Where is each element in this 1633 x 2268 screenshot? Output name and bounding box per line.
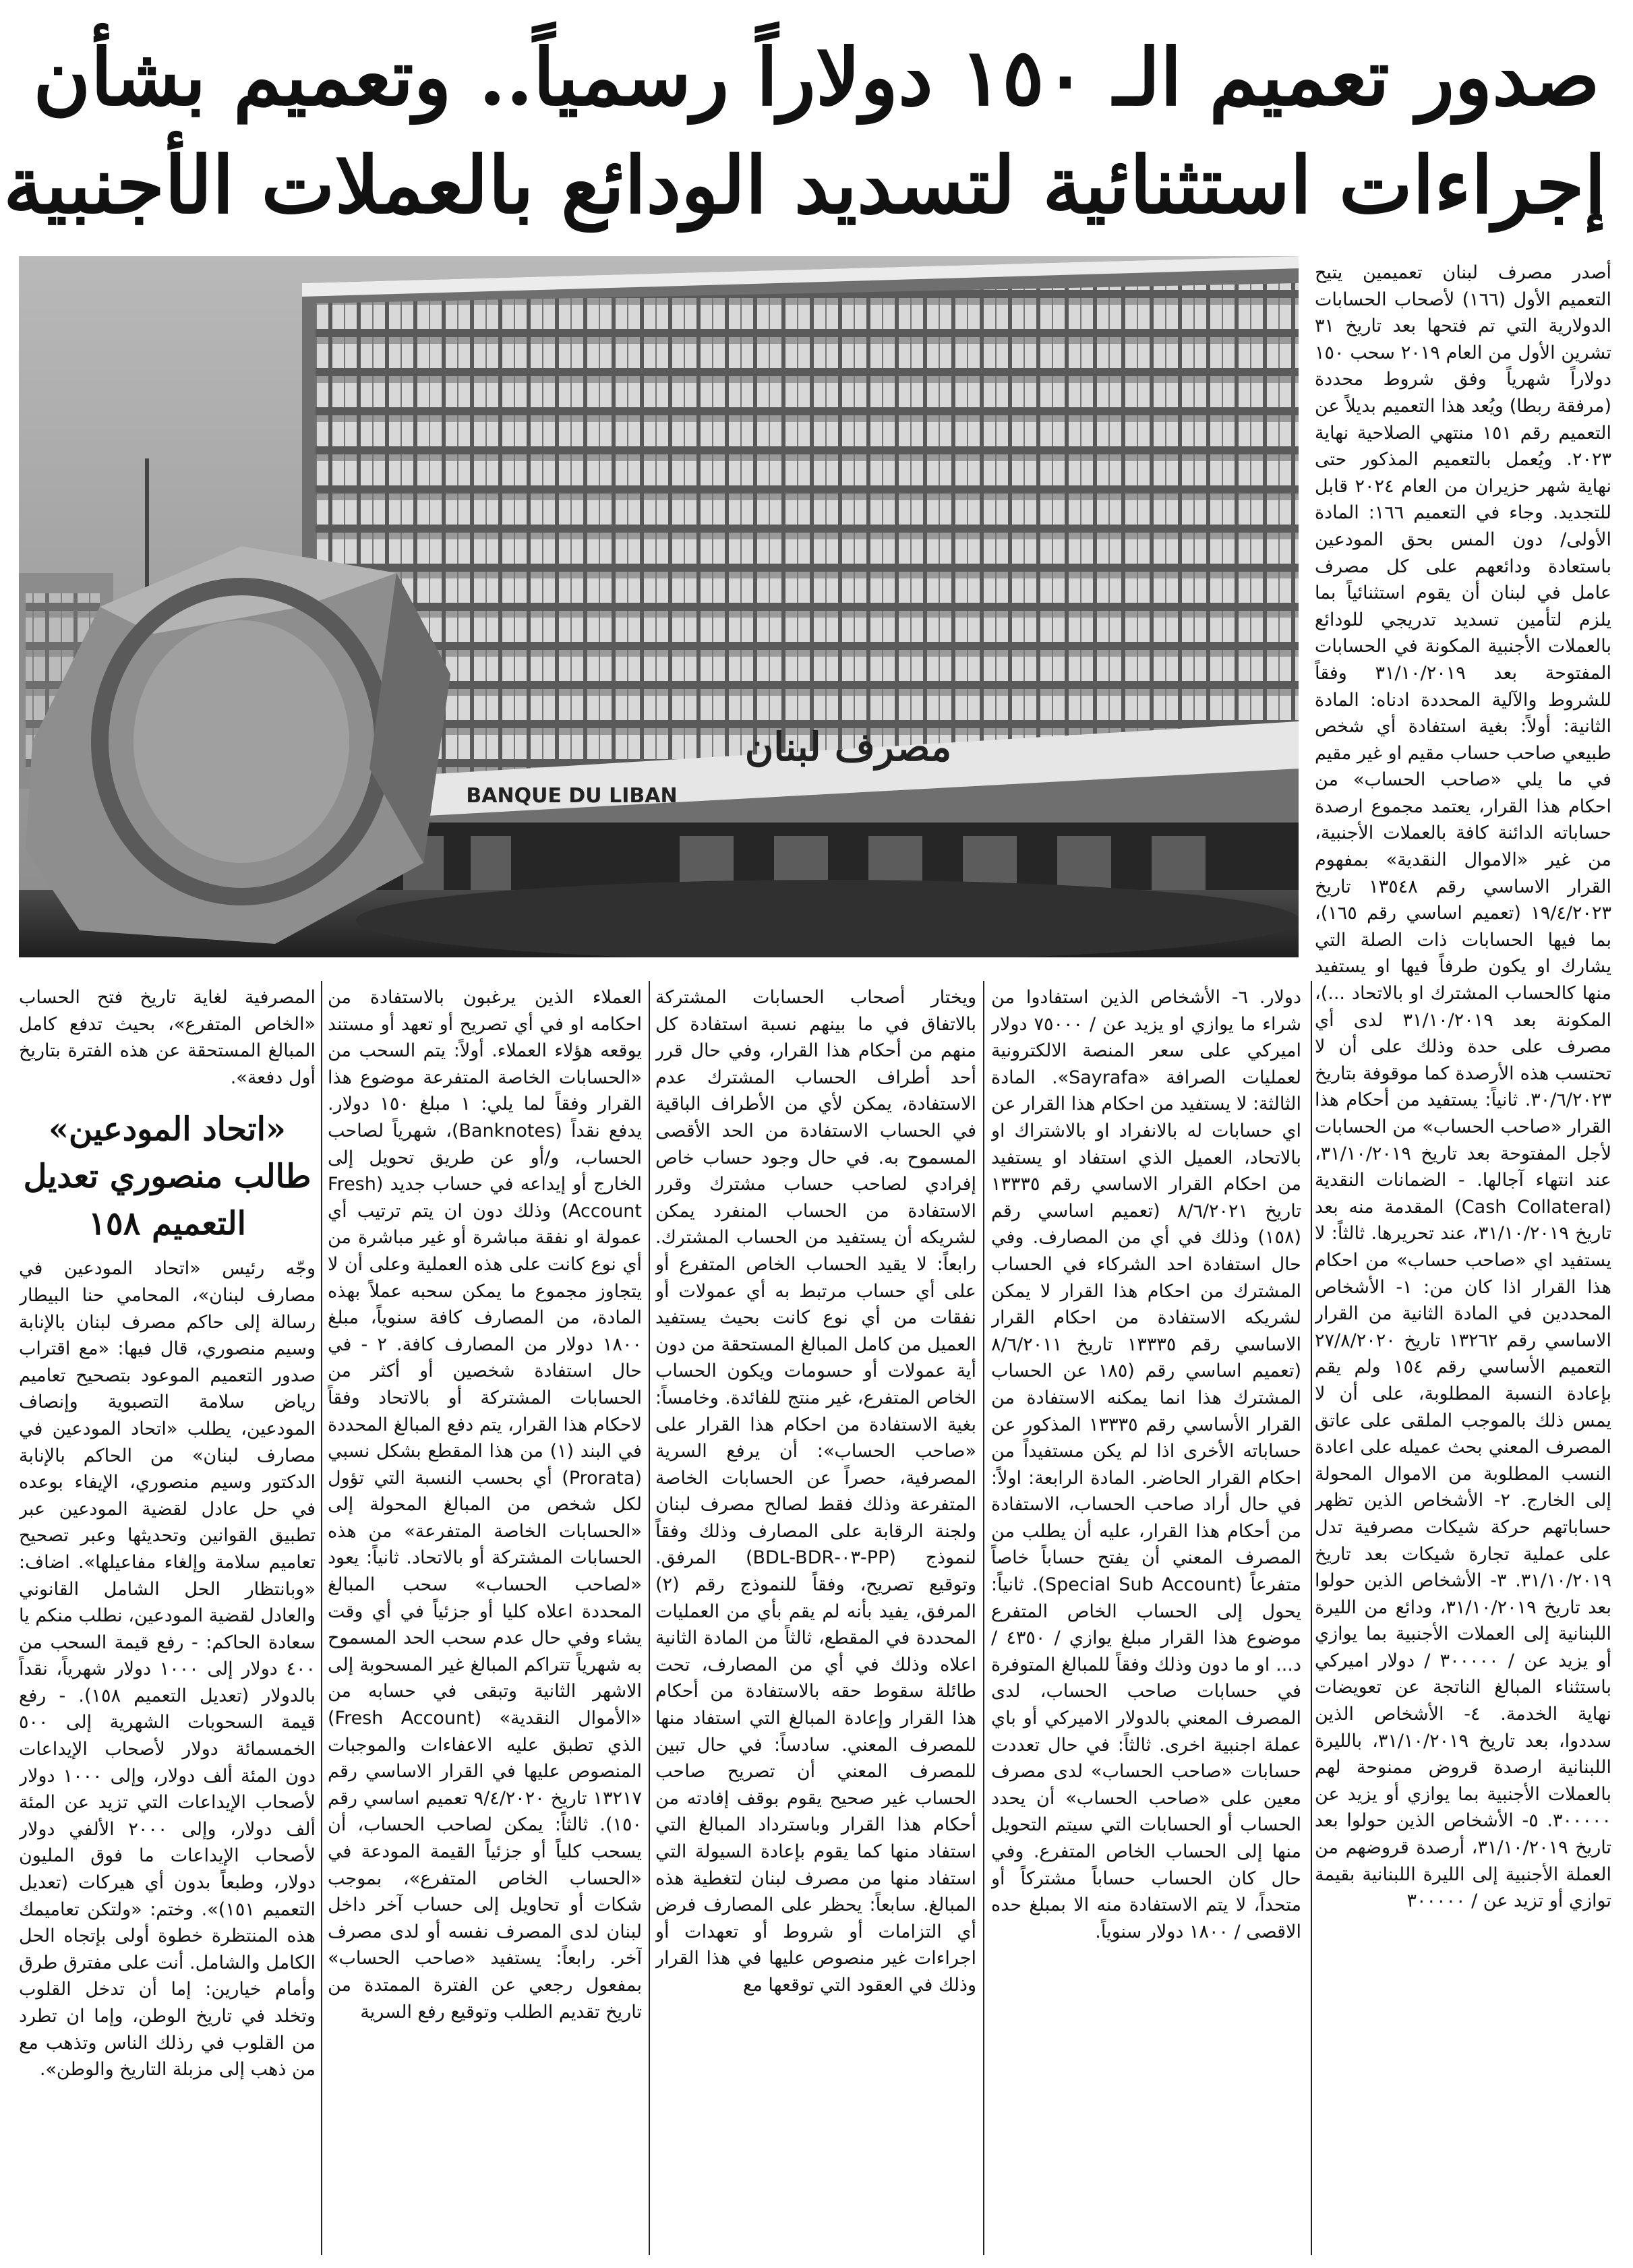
building-illustration — [19, 256, 1299, 957]
column-rule — [321, 981, 322, 2255]
article-column-1 — [1315, 260, 1611, 2255]
column-rule — [1311, 981, 1312, 2255]
headline-line-2: إجراءات استثنائية لتسديد الودائع بالعملات الأجنبية — [3, 140, 1606, 231]
column-4-text: العملاء الذين يرغبون بالاستفادة من احكامه او في أي تصريح أو تعهد أو مستند يوقعه هؤلاء العملاء. أولاً: يتم السحب من «الحسابات الخاصة المتفرعة موضوع هذا القرار وفقاً لما يلي: ١ مبلغ ١٥٠ دولار. يدفع نقداً (Banknotes)، شهرياً لصاحب الحساب، و/أو عن طريق تحويل إلى الخارج أو إيداعه في حساب جديد (Fresh Account) وذلك دون ان يتم ترتيب أي عمولة او نفقة مباشرة أو غير مباشرة من أي نوع كانت على هذه العملية وعلى أن لا يتجاوز مجموع ما يمكن سحبه عملاً بهذه المادة، من المصارف كافة سنوياً، مبلغ ١٨٠٠ دولار من المصارف كافة. ٢ - في حال استفادة شخصين أو أكثر من الحسابات المشتركة أو بالاتحاد وفقاً لاحكام هذا القرار، يتم دفع المبالغ المحددة في البند (١) من هذا المقطع بشكل نسبي (Prorata) أي بحسب النسبة التي تؤول لكل شخص من المبالغ المحولة إلى «الحسابات الخاصة المتفرعة» من هذه الحسابات المشتركة أو بالاتحاد. ثانياً: يعود «لصاحب الحساب» سحب المبالغ المحددة اعلاه كليا أو جزئياً في أي وقت يشاء وفي حال عدم سحب الحد المسموح به شهرياً تتراكم المبالغ غير المسحوبة إلى الاشهر الثانية وتبقى في حسابه من «الأموال النقدية» (Fresh Account) الذي تطبق عليه الاعفاءات والموجبات المنصوص عليها في القرار الاساسي رقم ١٣٢١٧ تاريخ ٩/٤/٢٠٢٠ تعميم اساسي رقم ١٥٠). ثالثاً: يمكن لصاحب الحساب، أن يسحب كلياً أو جزئياً القيمة المودعة في «الحساب الخاص المتفرع»، بموجب شكات أو تحاويل إلى حساب آخر داخل لبنان لدى المصرف نفسه أو لدى مصرف آخر. رابعاً: يستفيد «صاحب الحساب» بمفعول رجعي عن الفترة الممتدة من تاريخ تقديم الطلب وتوقيع رفع السرية — [328, 987, 642, 2023]
article-column-5 — [19, 984, 316, 2255]
column-3-text: ويختار أصحاب الحسابات المشتركة بالاتفاق في ما بينهم نسبة استفادة كل منهم من أحكام هذا القرار، وفي حال قرر أحد أطراف الحساب المشترك عدم الاستفادة، يمكن لأي من الأطراف الباقية في الحساب الاستفادة من الحد الأقصى المسموح به. في حال وجود حساب خاص إفرادي لصاحب حساب مشترك وقرر الاستفادة من الحساب المنفرد يمكن لشريكه أن يستفيد من الحساب المشترك. رابعاً: لا يقيد الحساب الخاص المتفرع أو على أي حساب مرتبط به أي عمولات أو نفقات من أي نوع كانت بحيث يستفيد العميل من كامل المبالغ المستحقة من دون أية عمولات أو حسومات ويكون الحساب الخاص المتفرع، غير منتج للفائدة. وخامساً: بغية الاستفادة من احكام هذا القرار على «صاحب الحساب»: أن يرفع السرية المصرفية، حصراً عن الحسابات الخاصة المتفرعة وذلك فقط لصالح مصرف لبنان ولجنة الرقابة على المصارف وذلك وفقاً لنموذج (PP-٠٣-BDL-BDR) المرفق. وتوقيع تصريح، وفقاً للنموذج رقم (٢) المرفق، يفيد بأنه لم يقم بأي من العمليات المحددة في المقطع، ثالثاً من المادة الثانية اعلاه وذلك في أي من المصارف، تحت طائلة سقوط حقه بالاستفادة من أحكام هذا القرار وإعادة المبالغ التي استفاد منها للمصرف المعني. سادساً: في حال تبين للمصرف المعني أن تصريح صاحب الحساب غير صحيح يقوم بوقف إفادته من أحكام هذا القرار وباسترداد المبالغ التي استفاد منها كما يقوم بإعادة السيولة التي استفاد منها من مصرف لبنان لتغطية هذه المبالغ. سابعاً: يحظر على المصارف فرض أي التزامات أو شروط أو تعهدات أو اجراءات غير منصوص عليها في هذا القرار وذلك في العقود التي توقعها مع — [655, 987, 976, 1996]
article-column-2 — [991, 984, 1301, 2255]
column-2-text: دولار. ٦- الأشخاص الذين استفادوا من شراء ما يوازي او يزيد عن / ٧٥٠٠٠ دولار اميركي على سعر المنصة الالكترونية لعمليات الصرافة «Sayrafa». المادة الثالثة: لا يستفيد من احكام هذا القرار عن اي حسابات له بالانفراد او بالاشتراك او بالاتحاد، العميل الذي استفاد او يستفيد من احكام القرار الاساسي رقم ١٣٣٣٥ تاريخ ٨/٦/٢٠٢١ (تعميم اساسي رقم (١٥٨) وذلك في أي من المصارف. وفي حال استفادة احد الشركاء في الحساب المشترك من احكام هذا القرار لا يمكن لشريكه الاستفادة من احكام القرار الاساسي رقم ١٣٣٣٥ تاريخ ٨/٦/٢٠١١ (تعميم اساسي رقم (١٨٥ عن الحساب المشترك هذا انما يمكنه الاستفادة من القرار الأساسي رقم ١٣٣٣٥ المذكور عن حساباته الأخرى اذا لم يكن مستفيداً من احكام القرار الحاضر. المادة الرابعة: اولاً: في حال أراد صاحب الحساب، الاستفادة من أحكام هذا القرار، عليه أن يطلب من المصرف المعني أن يفتح حساباً خاصاً متفرعاً (Special Sub Account). ثانياً: يحول إلى الحساب الخاص المتفرع موضوع هذا القرار مبلغ يوازي / ٤٣٥٠ / د... او ما دون وذلك وفقاً للمبالغ المتوفرة في حسابات صاحب الحساب، لدى المصرف المعني بالدولار الاميركي أو باي عملة اجنبية اخرى. ثالثاً: في حال تعددت حسابات «صاحب الحساب» لدى مصرف معين على «صاحب الحساب» أن يحدد الحساب أو الحسابات التي سيتم التحويل منها إلى الحساب الخاص المتفرع. وفي حال كان الحساب حساباً مشتركاً أو متحداً، لا يتم الاستفادة منه الا بمبلغ حده الاقصى / ١٨٠٠ دولار سنوياً. — [991, 987, 1301, 1942]
article-column-3 — [655, 984, 976, 2255]
sign-arabic: مصرف لبنان — [744, 724, 952, 770]
subheading-depositors-union: «اتحاد المودعين» طالب منصوري تعديل — [23, 1110, 311, 1196]
headline-line-1: صدور تعميم الـ ١٥٠ دولاراً رسمياً.. وتعميم بشأن — [33, 32, 1600, 123]
sign-latin: BANQUE DU LIBAN — [466, 784, 678, 808]
column-5-text-bottom: وجّه رئيس «اتحاد المودعين في مصارف لبنان»، المحامي حنا البيطار رسالة إلى حاكم مصرف لبنان بالإنابة وسيم منصوري، قال فيها: «مع اقتراب صدور التعميم الموعود بتصحيح تعاميم رياض سلامة التصبوية وإنصاف المودعين، يطلب «اتحاد المودعين في مصارف لبنان» من الحاكم بالإنابة الدكتور وسيم منصوري، الإيفاء بوعده في حل عادل لقضية المودعين عبر تطبيق القوانين وتحديثها وعبر تصحيح تعاميم سلامة وإلغاء مفاعيلها». اضاف: «وبانتظار الحل الشامل القانوني والعادل لقضية المودعين، نطلب منكم يا سعادة الحاكم: - رفع قيمة السحب من ٤٠٠ دولار إلى ١٠٠٠ دولار شهرياً، نقداً بالدولار (تعديل التعميم ١٥٨). - رفع قيمة السحوبات الشهرية إلى ٥٠٠ الخمسمائة دولار لأصحاب الإيداعات دون المئة ألف دولار، وإلى ١٠٠٠ دولار لأصحاب الإيداعات التي تزيد عن المئة ألف دولار، وإلى ٢٠٠٠ الألفي دولار لأصحاب الإيداعات ما فوق المليون دولار، وطبعاً بدون أي هيركات (تعديل التعميم ١٥١)». وختم: «ولتكن تعاميمك هذه المنتظرة خطوة أولى بإتجاه الحل الكامل والشامل. أنت على مفترق طرق وأمام خيارين: إما أن تدخل القلوب وتخلد في تاريخ الوطن، وإما ان تطرد من القلوب في رذلك الناس وتذهب مع من ذهب إلى مزبلة التاريخ والوطن». — [19, 1258, 316, 2081]
column-5-text-top: المصرفية لغاية تاريخ فتح الحساب «الخاص المتفرع»، بحيث تدفع كامل المبالغ المستحقة عن هذه الفترة بتاريخ أول دفعة». — [19, 987, 316, 1088]
banque-du-liban-photo — [19, 256, 1299, 957]
column-rule — [983, 981, 984, 2255]
column-rule — [649, 981, 650, 2255]
article-column-4 — [328, 984, 642, 2255]
column-1-text: أصدر مصرف لبنان تعميمين يتيح التعميم الأول (١٦٦) لأصحاب الحسابات الدولارية التي تم فتحها بعد تاريخ ٣١ تشرين الأول من العام ٢٠١٩ سحب ١٥٠ دولاراً شهرياً وفق شروط محددة (مرفقة ربطا) ويُعد هذا التعميم بديلاً عن التعميم رقم ١٥١ منتهي الصلاحية نهاية ٢٠٢٣. ويُعمل بالتعميم المذكور حتى نهاية شهر حزيران من العام ٢٠٢٤ قابل للتجديد. وجاء في التعميم ١٦٦: المادة الأولى/ دون المس بحق المودعين باستعادة ودائعهم على كل مصرف عامل في لبنان أن يقوم استثنائياً بما يلزم لتأمين تسديد تدريجي للودائع بالعملات الأجنبية المكونة في الحسابات المفتوحة بعد ٣١/١٠/٢٠١٩ وفقاً للشروط والآلية المحددة ادناه: المادة الثانية: أولاً: بغية استفادة أي شخص طبيعي صاحب حساب مقيم او غير مقيم في ما يلي «صاحب الحساب» من احكام هذا القرار، يعتمد مجموع ارصدة حساباته الدائنة كافة بالعملات الأجنبية، من غير «الاموال النقدية» بمفهوم القرار الاساسي رقم ١٣٥٤٨ تاريخ ١٩/٤/٢٠٢٣ (تعميم اساسي رقم ١٦٥)، بما فيها الحسابات ذات الصلة التي يشارك او يكون طرفاً فيها او يستفيد منها كالحساب المشترك او بالاتحاد ...)، المكونة بعد ٣١/١٠/٢٠١٩ لدى أي مصرف على حدة وذلك على أن لا تحتسب هذه الأرصدة كما موقوفة بتاريخ ٣٠/٦/٢٠٢٣. ثانياً: يستفيد من أحكام هذا القرار «صاحب الحساب» من الحسابات لأجل المفتوحة بعد تاريخ ٣١/١٠/٢٠١٩، عند انتهاء آجالها. - الضمانات النقدية (Cash Collateral) المقدمة منه بعد تاريخ ٣١/١٠/٢٠١٩، عند تحريرها. ثالثاً: لا يستفيد اي «صاحب حساب» من احكام هذا القرار اذا كان من: ١- الأشخاص المحددين في المادة الثانية من القرار الاساسي رقم ١٣٢٦٢ تاريخ ٢٧/٨/٢٠٢٠ التعميم الأساسي رقم ١٥٤ ولم يقم بإعادة النسبة المطلوبة، على أن لا يمس ذلك بالموجب الملقى على عاتق المصرف المعني بحث عميله على اعادة النسب المطلوبة من الاموال المحولة إلى الخارج. ٢- الأشخاص الذين تظهر حساباتهم حركة شيكات مصرفية تدل على عملية تجارة شيكات بعد تاريخ ٣١/١٠/٢٠١٩. ٣- الأشخاص الذين حولوا بعد تاريخ ٣١/١٠/٢٠١٩، ودائع من الليرة اللبنانية إلى العملات الأجنبية بما يوازي أو يزيد عن / ٣٠٠٠٠٠ / دولار اميركي باستثناء المبالغ الناتجة عن تعويضات نهاية الخدمة. ٤- الأشخاص الذين سددوا، بعد تاريخ ٣١/١٠/٢٠١٩، بالليرة اللبنانية ارصدة قروض ممنوحة لهم بالعملات الأجنبية بما يوازي أو يزيد عن ٣٠٠٠٠٠. ٥- الأشخاص الذين حولوا بعد تاريخ ٣١/١٠/٢٠١٩، أرصدة قروضهم من العملة الأجنبية إلى الليرة اللبنانية بقيمة توازي أو تزيد عن / ٣٠٠٠٠٠ — [1315, 262, 1611, 1912]
subheading-circular-158: التعميم ١٥٨ — [88, 1205, 246, 1243]
